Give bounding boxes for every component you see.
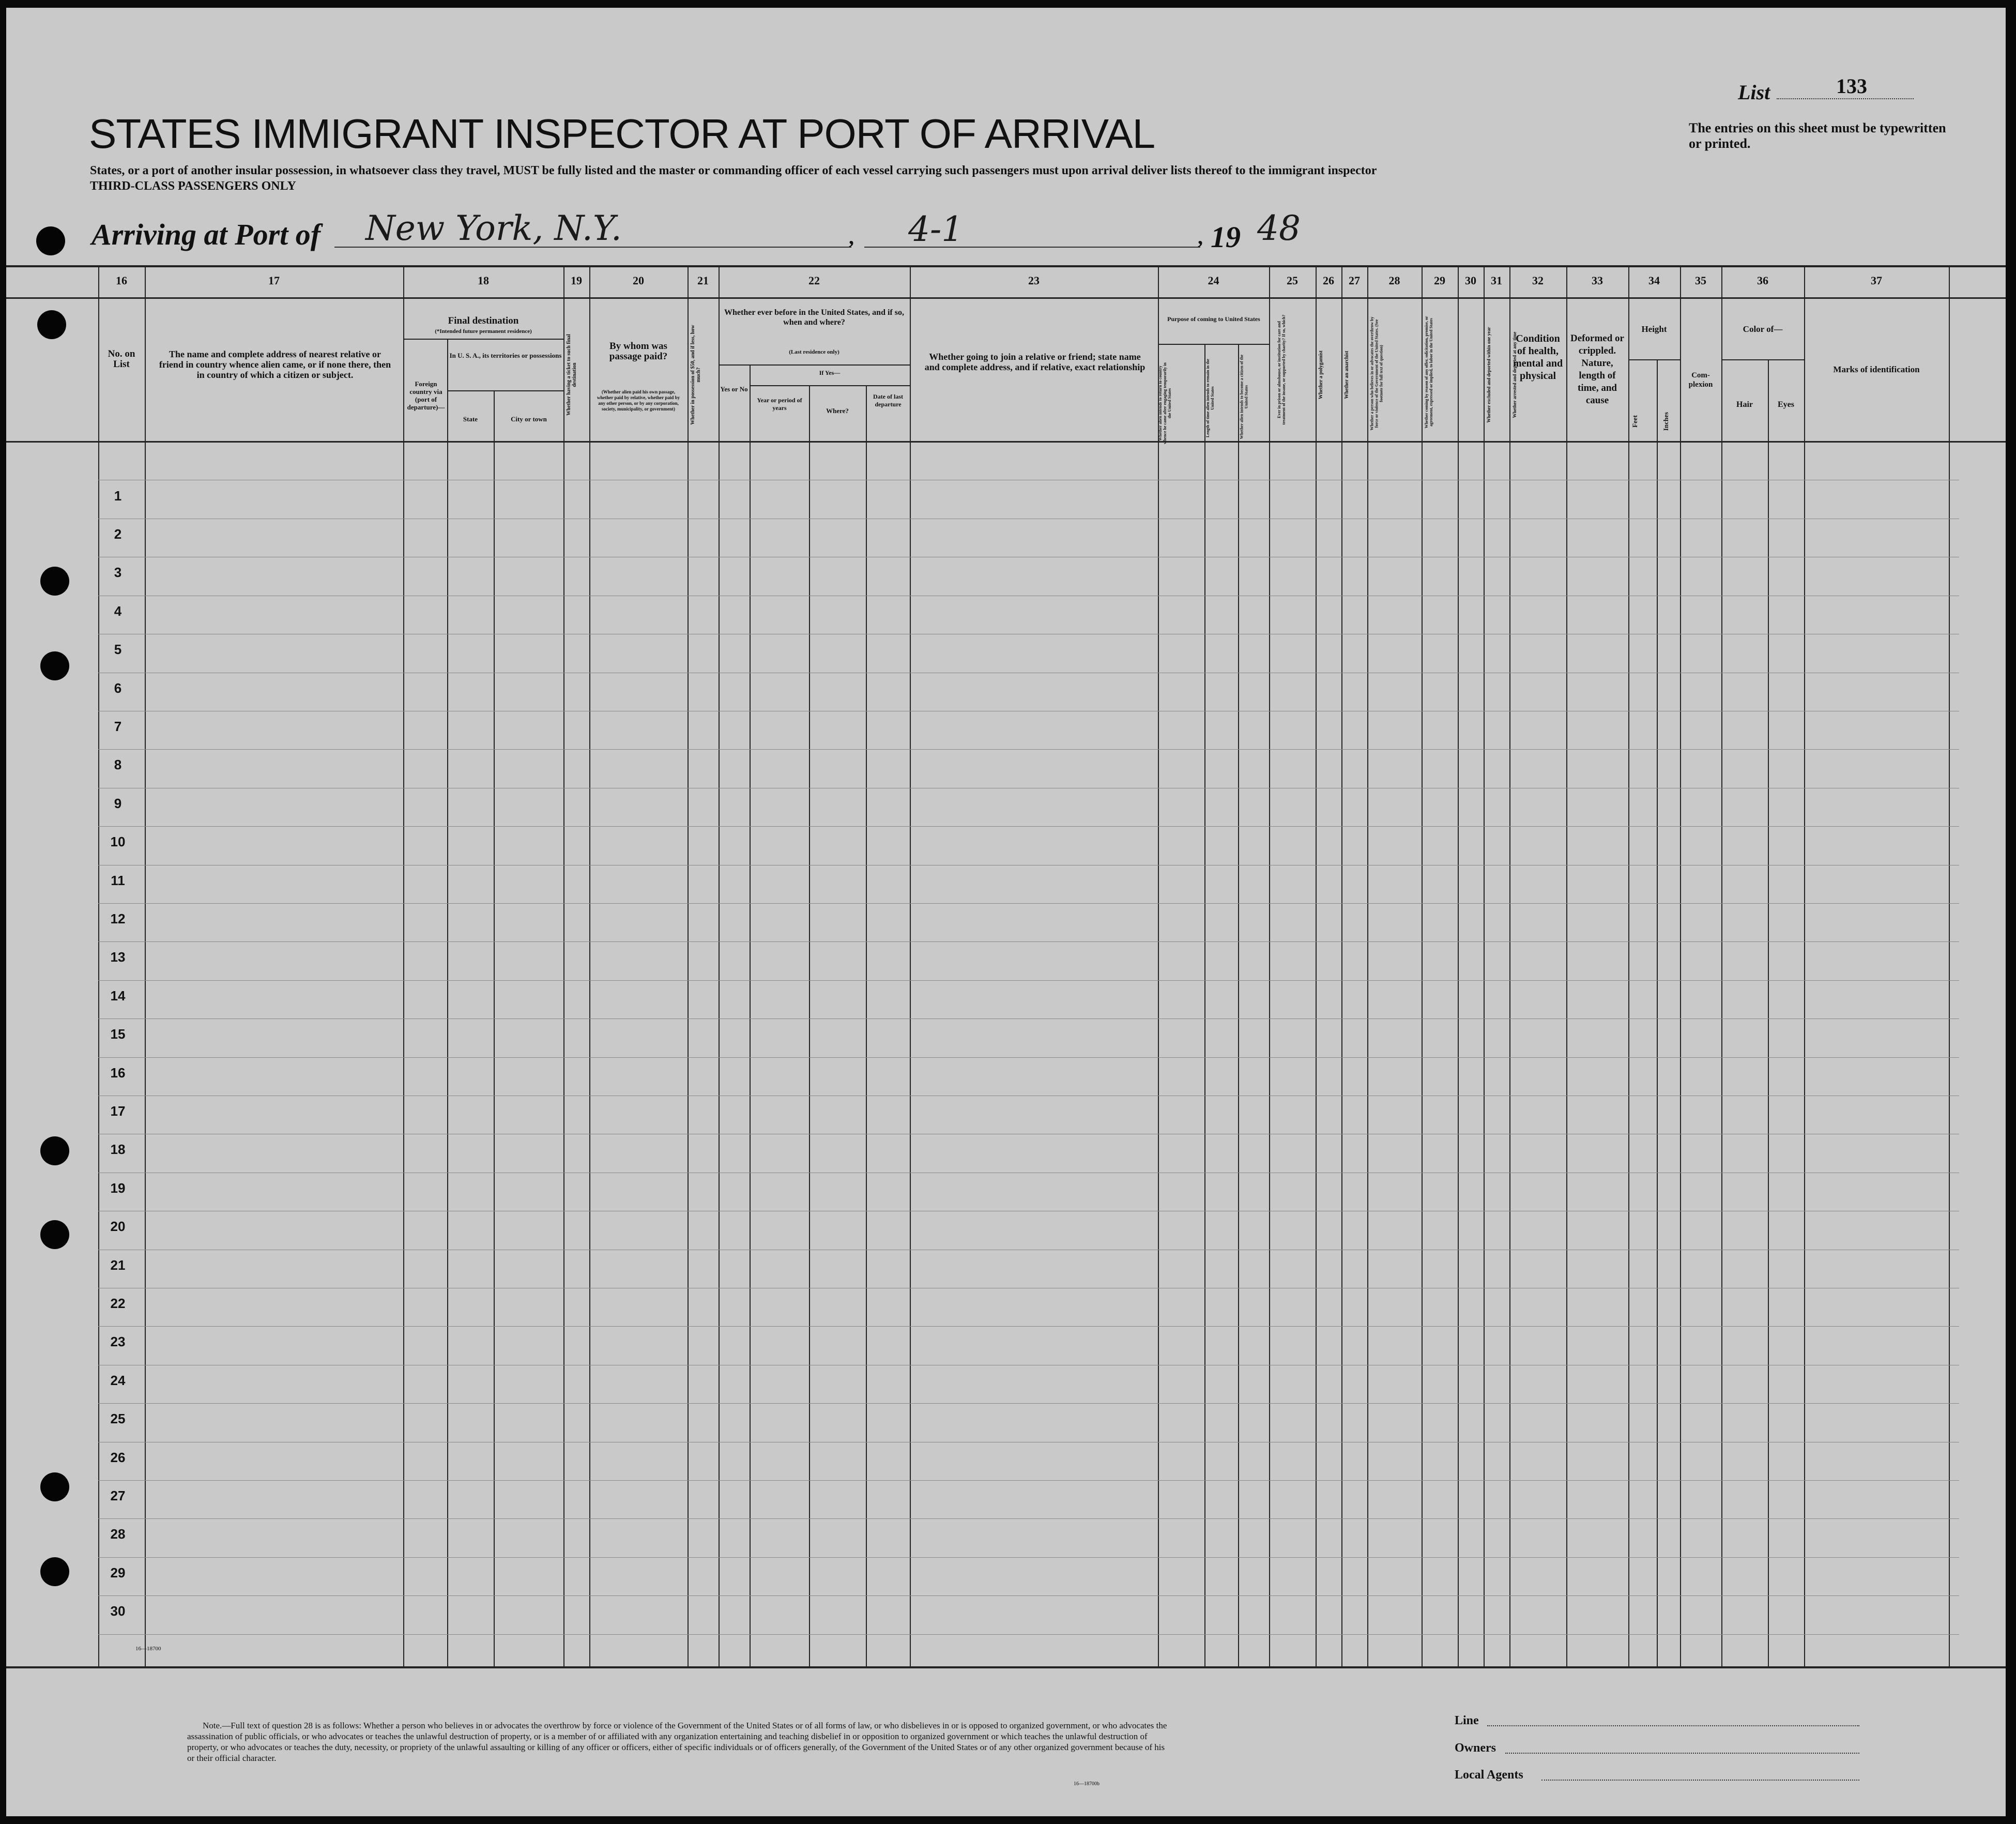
col-line	[98, 265, 99, 1666]
col-line	[910, 265, 911, 1666]
hdr-anarchist: Whether an anarchist	[1344, 351, 1350, 399]
row-number: 16	[110, 1065, 126, 1081]
colnum: 33	[1592, 274, 1603, 287]
table-top-border	[6, 265, 2006, 267]
colnum: 28	[1388, 274, 1400, 287]
colnum: 27	[1349, 274, 1360, 287]
colnum: 24	[1208, 274, 1219, 287]
hdr-q28: Whether a person who believes in or advocates the overthrow by force or violence of the Government of the United States. (See footnote for full text of question)	[1369, 316, 1384, 431]
hdr-in-usa: In U. S. A., its territories or possessions	[449, 352, 562, 359]
punch-hole	[36, 226, 65, 255]
owners-label: Owners	[1455, 1741, 1496, 1755]
row-number: 11	[111, 873, 125, 888]
form-number-right: 16—18700b	[1074, 1781, 1099, 1787]
hdr-year-period: Year or period of years	[757, 397, 802, 412]
row-number: 25	[110, 1411, 126, 1426]
hdr-complexion: Com-plexion	[1688, 371, 1713, 389]
hdr-hair: Hair	[1736, 400, 1753, 409]
hdr-color-of: Color of—	[1743, 324, 1783, 334]
row-number: 13	[110, 949, 126, 965]
list-label: List	[1738, 81, 1770, 104]
col-line	[1768, 359, 1769, 1666]
hdr-health: Condition of health, mental and physical	[1513, 333, 1563, 382]
row-line	[98, 1057, 1959, 1058]
colnum: 20	[633, 274, 644, 287]
list-number: 133	[1836, 74, 1867, 98]
manifest-sheet	[6, 8, 2006, 1816]
hdr-prison: Ever in prison or almshouse, or institution for care and treatment of the insane, or supported by charity? If so, which?	[1277, 314, 1286, 425]
hdr-by-whom-note: (Whether alien paid his own passage, whether paid by relative, whether paid by any other person, or by any corporation, society, municipality, or government)	[597, 389, 680, 412]
col-line	[1422, 265, 1423, 1666]
colnum: 35	[1695, 274, 1706, 287]
hdr-final-destination-note: (*Intended future permanent residence)	[435, 328, 532, 335]
date-handwritten: 4-1	[908, 209, 964, 249]
punch-hole	[40, 567, 69, 596]
port-handwritten: New York, N.Y.	[365, 208, 622, 248]
col-line	[719, 265, 720, 1666]
row-number: 15	[110, 1026, 126, 1042]
colnum: 18	[478, 274, 489, 287]
agents-label: Local Agents	[1455, 1768, 1523, 1782]
row-number: 24	[110, 1373, 126, 1388]
hdr-nearest-relative: The name and complete address of nearest relative or friend in country whence alien came, or if none there, then in country of which a citizen or subject.	[159, 349, 391, 380]
footnote-28: Note.—Full text of question 28 is as follows: Whether a person who believes in or advocates the overthrow by force or violence of the Government of the United States or of all forms of law, or who disbelieves in or is opposed to organized government, or who advocates the assassination of public officials, or who advocates or teaches the unlawful destruction of property, or is a member of or affiliated with any organization entertaining and teaching disbelief in or opposition to organized government or which teaches the unlawful destruction of property, or who advocates or teaches the duty, necessity, or propriety of the unlawful assaulting or killing of any officer or officers, either of specific individuals or of officers generally, of the Government of the United States or of any other organized government because of his or their official character.	[187, 1721, 1167, 1763]
col-line	[1484, 265, 1485, 1666]
col-line	[1509, 265, 1510, 1666]
row-line	[98, 1557, 1959, 1558]
punch-hole	[40, 1557, 69, 1586]
col-line	[1204, 344, 1205, 1666]
row-number: 22	[110, 1296, 126, 1311]
row-number: 17	[110, 1103, 126, 1119]
hdr-polygamist: Whether a polygamist	[1318, 350, 1324, 400]
arriving-label: Arriving at Port of	[91, 218, 321, 251]
col-line	[1158, 265, 1159, 1666]
hdr-final-destination: Final destination	[448, 315, 519, 326]
list-underline	[1777, 98, 1914, 99]
row-number: 8	[114, 757, 122, 772]
year-prefix: 19	[1211, 220, 1241, 254]
row-number: 21	[110, 1257, 126, 1273]
hdr-purpose-a: Whether alien intends to return to country whence he came after engaging temporarily in the United States	[1158, 362, 1172, 444]
colnum: 37	[1871, 274, 1882, 287]
row-line	[98, 826, 1959, 827]
row-number: 5	[114, 642, 122, 657]
hdr-foreign-country: Foreign country via (port of departure)—	[407, 380, 445, 411]
col-line	[1269, 265, 1270, 1666]
line-field	[1487, 1725, 1859, 1726]
colnum-row-border	[6, 297, 2006, 299]
col-line	[403, 265, 404, 1666]
subhdr-line	[403, 339, 563, 340]
header-bottom-border	[6, 441, 2006, 443]
row-number: 3	[114, 565, 122, 580]
hdr-no-on-list: No. on List	[108, 348, 135, 370]
colnum: 36	[1757, 274, 1768, 287]
row-line	[98, 1595, 1959, 1596]
hdr-possession: Whether in possession of $50, and if less, how much?	[690, 325, 701, 425]
row-line	[98, 1326, 1959, 1327]
comma-2: ,	[1198, 225, 1203, 249]
colnum: 29	[1434, 274, 1445, 287]
row-line	[98, 1480, 1959, 1481]
hdr-ticket: Whether having a ticket to such final destination	[566, 334, 577, 416]
row-number: 27	[110, 1488, 126, 1503]
subhdr-line	[447, 390, 563, 391]
col-line	[1721, 265, 1722, 1666]
row-number: 12	[110, 911, 126, 926]
punch-hole	[40, 1472, 69, 1501]
class-line: THIRD-CLASS PASSENGERS ONLY	[90, 179, 296, 193]
col-line	[1804, 265, 1805, 1666]
hdr-date-departure: Date of last departure	[873, 393, 903, 408]
hdr-height: Height	[1641, 324, 1667, 334]
hdr-inches: Inches	[1662, 412, 1670, 431]
year-handwritten: 48	[1257, 208, 1301, 248]
colnum: 25	[1287, 274, 1298, 287]
hdr-marks: Marks of identification	[1833, 364, 1920, 374]
row-number: 7	[114, 719, 122, 734]
row-number: 10	[110, 834, 126, 849]
table-bottom-border	[6, 1666, 2006, 1668]
row-line	[98, 980, 1959, 981]
hdr-q31: Whether arrested and deported at any time	[1512, 331, 1517, 418]
row-line	[98, 1403, 1959, 1404]
hdr-feet: Feet	[1631, 415, 1639, 428]
hdr-state: State	[463, 415, 478, 423]
row-number: 29	[110, 1565, 126, 1580]
colnum: 19	[571, 274, 582, 287]
subhdr-line	[719, 364, 910, 366]
punch-hole	[40, 651, 69, 680]
hdr-city: City or town	[511, 415, 547, 423]
col-line	[1628, 265, 1629, 1666]
row-line	[98, 941, 1959, 942]
punch-hole	[40, 1136, 69, 1165]
entries-note: The entries on this sheet must be typewritten or printed.	[1689, 120, 1946, 151]
col-line	[1316, 265, 1317, 1666]
col-line	[145, 265, 146, 1666]
hdr-if-yes: If Yes—	[819, 369, 841, 376]
row-number: 26	[110, 1450, 126, 1465]
line-label: Line	[1455, 1714, 1479, 1727]
hdr-where: Where?	[826, 407, 849, 415]
hdr-by-whom: By whom was passage paid?	[609, 341, 668, 362]
comma-1: ,	[849, 225, 854, 249]
row-number: 4	[114, 603, 122, 619]
row-line	[98, 1518, 1959, 1519]
col-line	[447, 339, 448, 1666]
row-number: 6	[114, 680, 122, 696]
col-line	[1566, 265, 1567, 1666]
punch-hole	[40, 1220, 69, 1249]
page-title: STATES IMMIGRANT INSPECTOR AT PORT OF ARRIVAL	[89, 111, 1155, 157]
col-line	[866, 385, 867, 1666]
colnum: 16	[116, 274, 127, 287]
col-line	[688, 265, 689, 1666]
hdr-purpose-c: Whether alien intends to become a citizen of the United States	[1239, 354, 1249, 439]
subtitle: States, or a port of another insular possession, in whatsoever class they travel, MUST be fully listed and the master or commanding officer of each vessel carrying such passengers must upon arrival deliver lists thereof to the immigrant inspector	[90, 164, 1377, 177]
hdr-ever-before: Whether ever before in the United States, and if so, when and where?	[724, 308, 904, 327]
row-number: 19	[110, 1180, 126, 1196]
owners-field	[1505, 1753, 1859, 1754]
row-number: 28	[110, 1526, 126, 1542]
hdr-join-relative: Whether going to join a relative or friend; state name and complete address, and if relative, exact relationship	[924, 352, 1146, 372]
row-number: 20	[110, 1219, 126, 1234]
col-line	[1458, 265, 1459, 1666]
colnum: 26	[1323, 274, 1334, 287]
hdr-purpose: Purpose of coming to United States	[1167, 315, 1260, 323]
subhdr-line	[1158, 344, 1269, 345]
col-line	[809, 385, 810, 1666]
form-number-left: 16—18700	[135, 1646, 161, 1652]
col-line	[1680, 265, 1681, 1666]
row-number: 18	[110, 1142, 126, 1157]
row-line	[98, 903, 1959, 904]
hdr-eyes: Eyes	[1778, 400, 1794, 409]
row-number: 14	[110, 988, 126, 1004]
colnum: 17	[268, 274, 280, 287]
colnum: 31	[1491, 274, 1502, 287]
hdr-last-residence: (Last residence only)	[789, 349, 839, 355]
colnum: 32	[1532, 274, 1544, 287]
col-line	[1657, 359, 1658, 1666]
row-number: 23	[110, 1334, 126, 1349]
agents-field	[1541, 1780, 1859, 1781]
punch-hole	[37, 310, 66, 339]
col-line	[563, 265, 564, 1666]
row-number: 30	[110, 1603, 126, 1619]
col-line	[1367, 265, 1368, 1666]
col-line	[589, 265, 590, 1666]
col-line	[494, 390, 495, 1666]
hdr-q30: Whether excluded and deported within one year	[1486, 327, 1491, 423]
col-line	[750, 364, 751, 1666]
subhdr-line	[1628, 359, 1680, 360]
row-line	[98, 1634, 1959, 1635]
colnum: 23	[1028, 274, 1040, 287]
col-line	[1238, 344, 1239, 1666]
hdr-purpose-b: Length of time alien intends to remain in the United States	[1205, 359, 1215, 437]
subhdr-line	[1721, 359, 1804, 360]
hdr-q29: Whether coming by reason of any offer, solicitation, promise, or agreement, expressed or implied, to labor in the United States	[1424, 316, 1433, 429]
hdr-deformed: Deformed or crippled. Nature, length of time, and cause	[1570, 333, 1624, 406]
row-number: 1	[114, 488, 122, 504]
colnum: 22	[808, 274, 820, 287]
col-line	[1949, 265, 1950, 1666]
hdr-yes-no: Yes or No	[720, 385, 748, 393]
colnum: 30	[1465, 274, 1476, 287]
row-number: 9	[114, 796, 122, 811]
colnum: 21	[697, 274, 709, 287]
col-line	[1341, 265, 1342, 1666]
row-line	[98, 749, 1959, 750]
colnum: 34	[1648, 274, 1660, 287]
subhdr-line	[750, 385, 910, 386]
row-number: 2	[114, 526, 122, 542]
